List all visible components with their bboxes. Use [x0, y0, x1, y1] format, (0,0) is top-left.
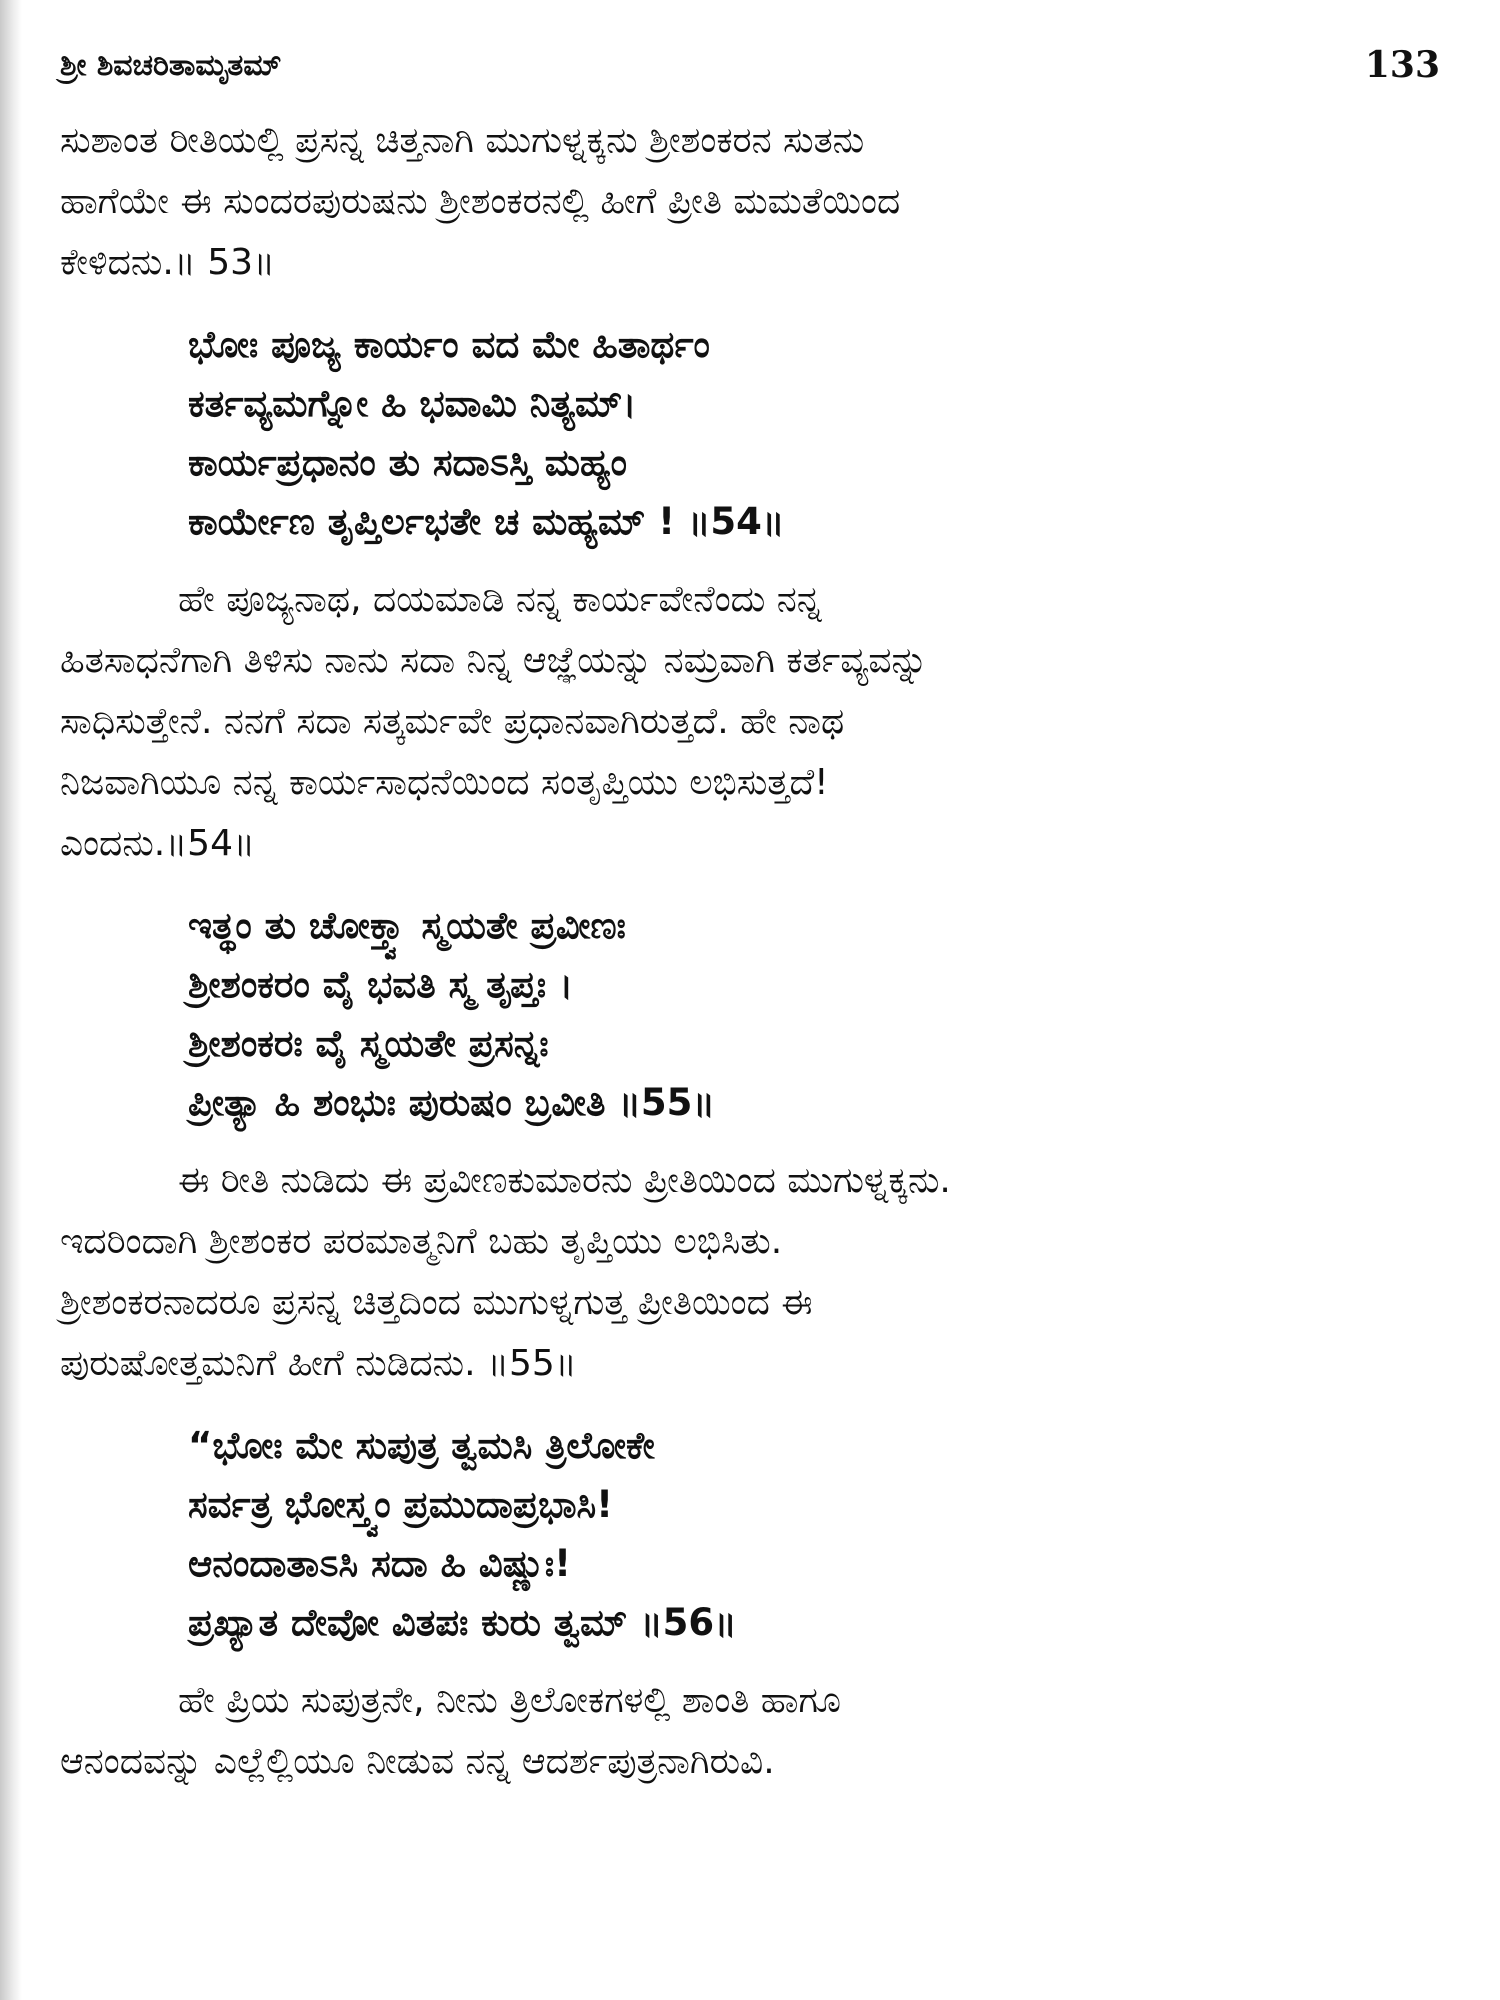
verse-line: ಕಾರ್ಯೇಣ ತೃಪ್ತಿರ್ಲಭತೇ ಚ ಮಹ್ಯಮ್ ! ॥54॥ [188, 500, 785, 543]
running-header [60, 40, 1440, 110]
verse-line: ಶ್ರೀಶಂಕರಃ ವೈ ಸ್ಮಯತೇ ಪ್ರಸನ್ನಃ [188, 1022, 549, 1065]
sanskrit-verse-54 [188, 315, 1440, 551]
page-gutter-shadow [0, 0, 22, 2000]
verse-line: ಆನಂದಾತಾಽಸಿ ಸದಾ ಹಿ ವಿಷ್ಣುಃ! [188, 1542, 571, 1585]
text-line: ಎಂದನು.॥54॥ [60, 823, 255, 864]
verse-line: ಪ್ರಖ್ಯಾತ ದೇವೋ ವಿತಪಃ ಕುರು ತ್ವಮ್ ॥56॥ [188, 1601, 737, 1644]
text-line: ಹಾಗೆಯೇ ಈ ಸುಂದರಪುರುಷನು ಶ್ರೀಶಂಕರನಲ್ಲಿ ಹೀಗೆ ಪ್ರೀತಿ ಮಮತೆಯಿಂದ [60, 181, 901, 222]
text-line: ನಿಜವಾಗಿಯೂ ನನ್ನ ಕಾರ್ಯಸಾಧನೆಯಿಂದ ಸಂತೃಪ್ತಿಯು ಲಭಿಸುತ್ತದೆ! [60, 762, 829, 803]
verse-line: ಇತ್ಥಂ ತು ಚೋಕ್ತ್ವಾ ಸ್ಮಯತೇ ಪ್ರವೀಣಃ [188, 904, 626, 947]
text-line: ಸಾಧಿಸುತ್ತೇನೆ. ನನಗೆ ಸದಾ ಸತ್ಕರ್ಮವೇ ಪ್ರಧಾನವಾಗಿರುತ್ತದೆ. ಹೇ ನಾಥ [60, 701, 845, 742]
verse-line: ಕರ್ತವ್ಯಮಗ್ನೋ ಹಿ ಭವಾಮಿ ನಿತ್ಯಮ್। [188, 382, 637, 425]
book-page [60, 40, 1440, 1792]
text-line: ಪುರುಷೋತ್ತಮನಿಗೆ ಹೀಗೆ ನುಡಿದನು. ॥55॥ [60, 1343, 577, 1384]
verse-line: ಕಾರ್ಯಪ್ರಧಾನಂ ತು ಸದಾಽಸ್ತಿ ಮಹ್ಯಂ [188, 441, 628, 484]
text-line: ಆನಂದವನ್ನು ಎಲ್ಲೆಲ್ಲಿಯೂ ನೀಡುವ ನನ್ನ ಆದರ್ಶಪುತ್ರನಾಗಿರುವಿ. [60, 1741, 775, 1782]
book-title: ಶ್ರೀ ಶಿವಚರಿತಾಮೃತಮ್ [60, 48, 282, 83]
text-line: ಕೇಳಿದನು.॥ 53॥ [60, 242, 275, 283]
text-line: ಸುಶಾಂತ ರೀತಿಯಲ್ಲಿ ಪ್ರಸನ್ನ ಚಿತ್ತನಾಗಿ ಮುಗುಳ್ನಕ್ಕನು ಶ್ರೀಶಂಕರನ ಸುತನು [60, 120, 865, 161]
page-number: 133 [1364, 44, 1440, 86]
text-line: ಹೇ ಪ್ರಿಯ ಸುಪುತ್ರನೇ, ನೀನು ತ್ರಿಲೋಕಗಳಲ್ಲಿ ಶಾಂತಿ ಹಾಗೂ [178, 1680, 841, 1721]
text-line: ಹೇ ಪೂಜ್ಯನಾಥ, ದಯಮಾಡಿ ನನ್ನ ಕಾರ್ಯವೇನೆಂದು ನನ್ನ [178, 579, 822, 620]
prose-paragraph-53 [60, 110, 1440, 293]
sanskrit-verse-55 [188, 896, 1440, 1132]
verse-line: “ಭೋಃ ಮೇ ಸುಪುತ್ರ ತ್ವಮಸಿ ತ್ರಿಲೋಕೇ [188, 1424, 655, 1467]
text-line: ಹಿತಸಾಧನೆಗಾಗಿ ತಿಳಿಸು ನಾನು ಸದಾ ನಿನ್ನ ಆಜ್ಞೆಯನ್ನು ನಮ್ರವಾಗಿ ಕರ್ತವ್ಯವನ್ನು [60, 640, 928, 681]
prose-paragraph-54 [60, 569, 1440, 874]
text-line: ಶ್ರೀಶಂಕರನಾದರೂ ಪ್ರಸನ್ನ ಚಿತ್ತದಿಂದ ಮುಗುಳ್ನಗುತ್ತ ಪ್ರೀತಿಯಿಂದ ಈ [60, 1282, 813, 1323]
verse-line: ಸರ್ವತ್ರ ಭೋಸ್ತ್ವಂ ಪ್ರಮುದಾಪ್ರಭಾಸಿ! [188, 1483, 614, 1526]
prose-paragraph-55 [60, 1150, 1440, 1394]
verse-line: ಪ್ರೀತ್ಯಾ ಹಿ ಶಂಭುಃ ಪುರುಷಂ ಬ್ರವೀತಿ ॥55॥ [188, 1081, 715, 1124]
sanskrit-verse-56 [188, 1416, 1440, 1652]
verse-line: ಶ್ರೀಶಂಕರಂ ವೈ ಭವತಿ ಸ್ಮ ತೃಪ್ತಃ । [188, 963, 574, 1006]
text-line: ಈ ರೀತಿ ನುಡಿದು ಈ ಪ್ರವೀಣಕುಮಾರನು ಪ್ರೀತಿಯಿಂದ ಮುಗುಳ್ನಕ್ಕನು. [178, 1160, 951, 1201]
text-line: ಇದರಿಂದಾಗಿ ಶ್ರೀಶಂಕರ ಪರಮಾತ್ಮನಿಗೆ ಬಹು ತೃಪ್ತಿಯು ಲಭಿಸಿತು. [60, 1221, 783, 1262]
verse-line: ಭೋಃ ಪೂಜ್ಯ ಕಾರ್ಯಂ ವದ ಮೇ ಹಿತಾರ್ಥಂ [188, 323, 710, 366]
prose-paragraph-56 [60, 1670, 1440, 1792]
